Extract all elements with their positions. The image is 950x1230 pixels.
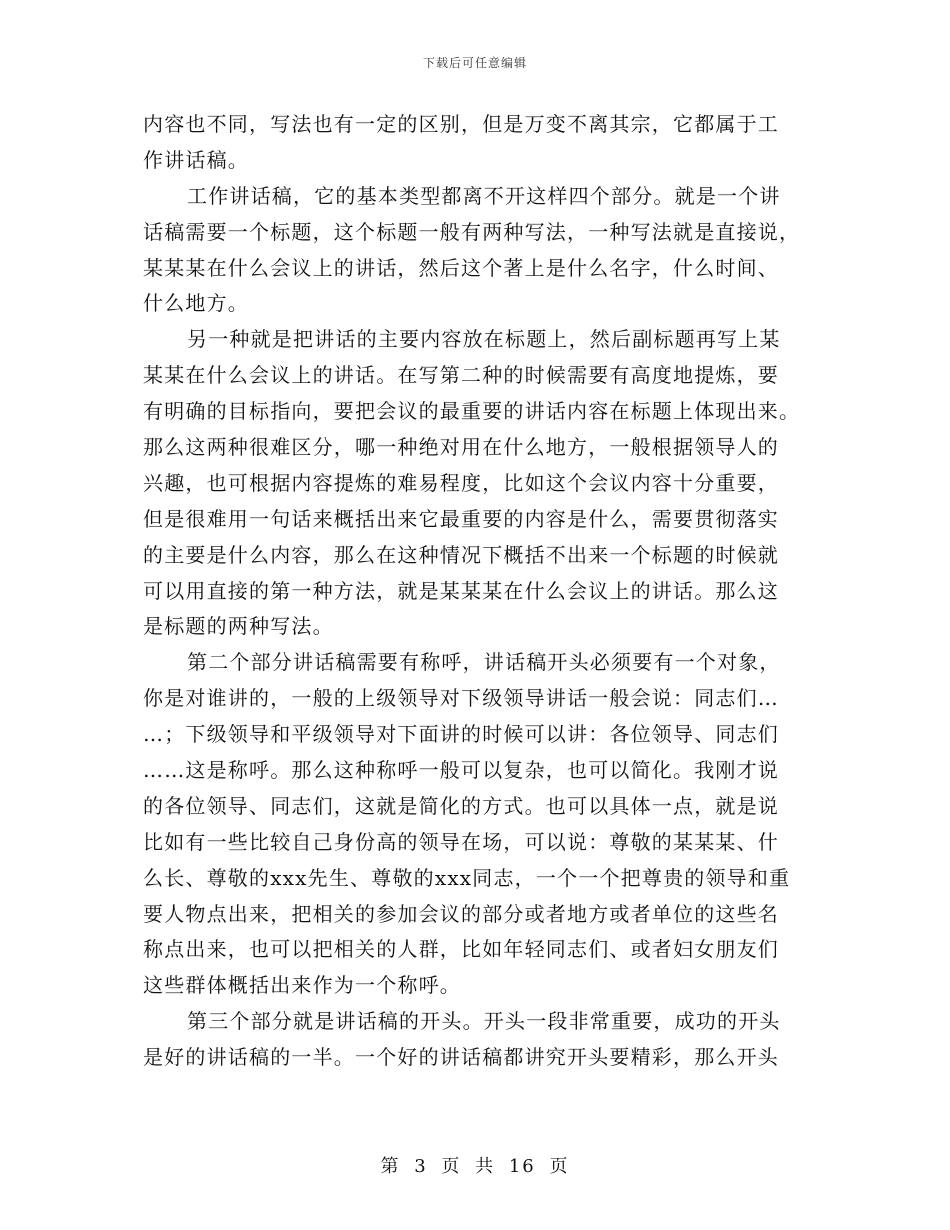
text-line: 第二个部分讲话稿需要有称呼，讲话稿开头必须要有一个对象， (187, 650, 781, 675)
text-line: 的主要是什么内容，那么在这种情况下概括不出来一个标题的时候就 (143, 542, 779, 567)
text-line: 是标题的两种写法。 (143, 614, 334, 639)
page-header: 下载后可任意编辑 (422, 56, 527, 70)
text-line: 么长、尊敬的xxx先生、尊敬的xxx同志，一个一个把尊贵的领导和重 (143, 865, 791, 890)
text-line: 某某在什么会议上的讲话。在写第二种的时候需要有高度地提炼，要 (143, 363, 779, 388)
text-line: …；下级领导和平级领导对下面讲的时候可以讲：各位领导、同志们 (143, 722, 779, 747)
text-line: 这些群体概括出来作为一个称呼。 (143, 973, 461, 998)
text-line: 兴趣，也可根据内容提炼的难易程度，比如这个会议内容十分重要， (143, 470, 779, 495)
text-line: 某某某在什么会议上的讲话，然后这个著上是什么名字，什么时间、 (143, 255, 779, 280)
text-line: 作讲话稿。 (143, 147, 249, 172)
text-line: 话稿需要一个标题，这个标题一般有两种写法，一种写法就是直接说， (143, 219, 801, 244)
text-line: 称点出来，也可以把相关的人群，比如年轻同志们、或者妇女朋友们 (143, 937, 779, 962)
text-line: 要人物点出来，把相关的参加会议的部分或者地方或者单位的这些名 (143, 901, 779, 926)
text-line: 什么地方。 (143, 291, 249, 316)
document-body (143, 107, 815, 1076)
text-line: 是好的讲话稿的一半。一个好的讲话稿都讲究开头要精彩，那么开头 (143, 1045, 779, 1070)
text-line: 有明确的目标指向，要把会议的最重要的讲话内容在标题上体现出来。 (143, 399, 801, 424)
text-line: 的各位领导、同志们，这就是简化的方式。也可以具体一点，就是说 (143, 793, 779, 818)
text-line: ……这是称呼。那么这种称呼一般可以复杂，也可以简化。我刚才说 (143, 758, 779, 783)
page-number: 第 3 页 共 16 页 (380, 1156, 570, 1177)
text-line: 比如有一些比较自己身份高的领导在场，可以说：尊敬的某某某、什 (143, 829, 779, 854)
text-line: 但是很难用一句话来概括出来它最重要的内容是什么，需要贯彻落实 (143, 506, 779, 531)
text-line: 内容也不同，写法也有一定的区别，但是万变不离其宗，它都属于工 (143, 112, 779, 136)
text-line: 可以用直接的第一种方法，就是某某某在什么会议上的讲话。那么这 (143, 578, 779, 603)
text-line: 工作讲话稿，它的基本类型都离不开这样四个部分。就是一个讲 (187, 183, 781, 208)
text-line: 那么这两种很难区分，哪一种绝对用在什么地方，一般根据领导人的 (143, 435, 779, 460)
text-line: 另一种就是把讲话的主要内容放在标题上，然后副标题再写上某 (187, 327, 781, 352)
text-line: 你是对谁讲的，一般的上级领导对下级领导讲话一般会说：同志们… (143, 686, 779, 711)
text-line: 第三个部分就是讲话稿的开头。开头一段非常重要，成功的开头 (187, 1009, 781, 1034)
